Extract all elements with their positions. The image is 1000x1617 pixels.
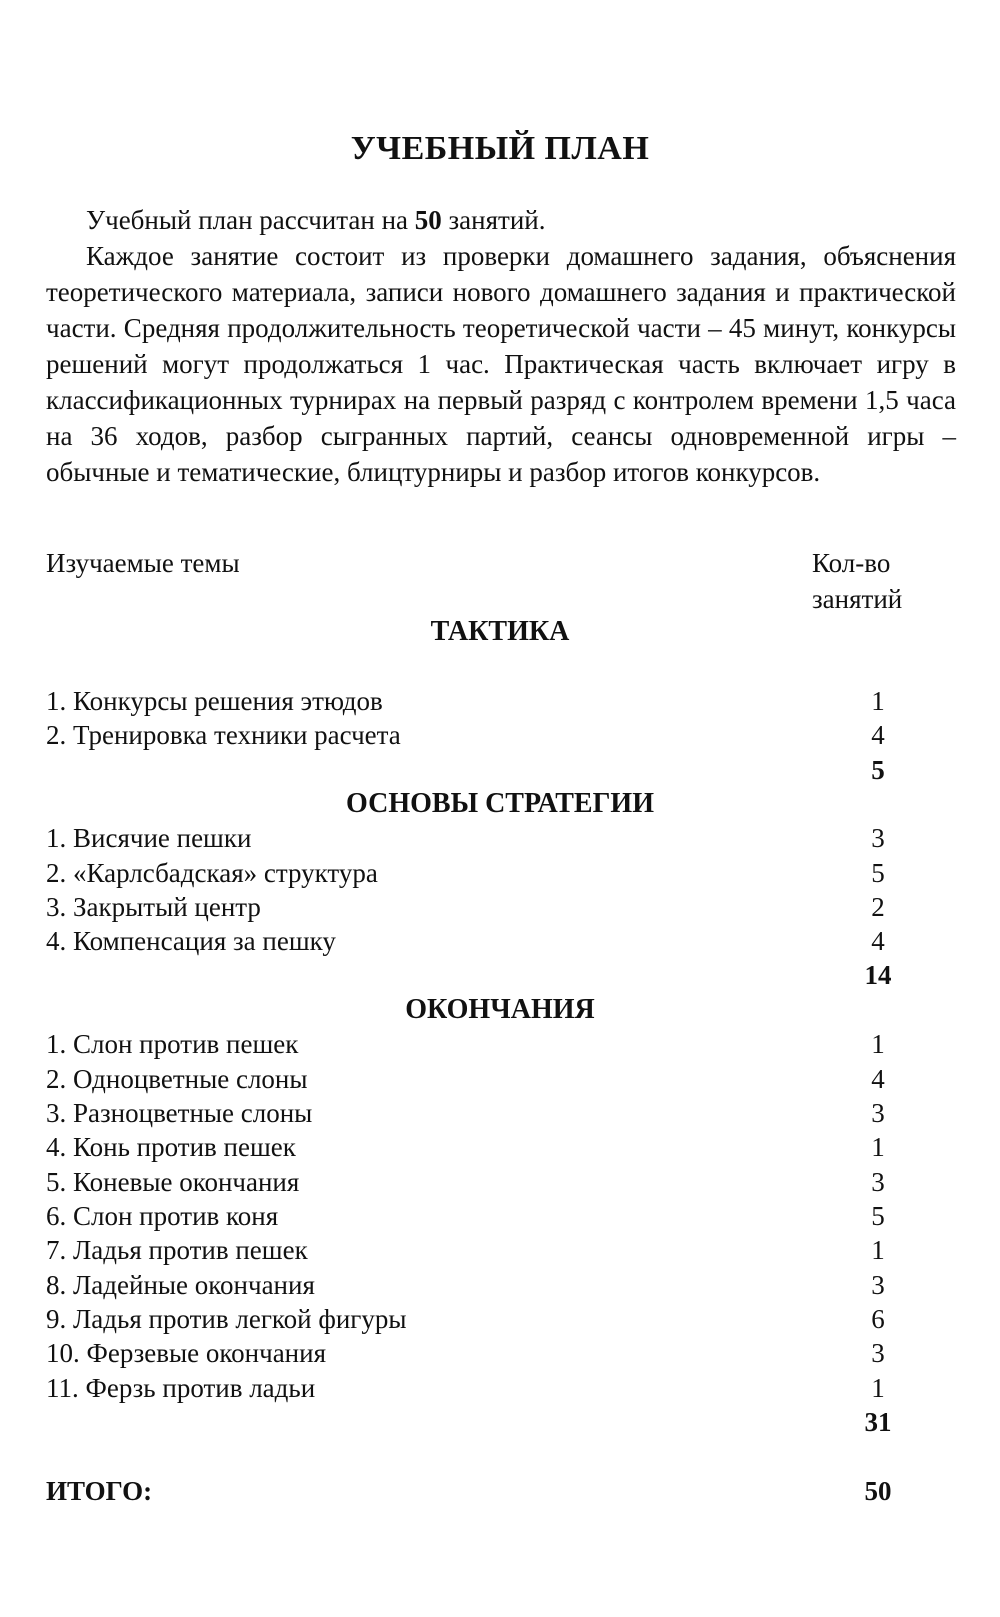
list-item-count: 1 <box>871 1373 885 1403</box>
list-item-count: 1 <box>871 1235 885 1265</box>
list-item-count: 6 <box>871 1304 885 1334</box>
list-item-count: 4 <box>871 720 885 750</box>
list-item-count: 5 <box>871 858 885 888</box>
subtotal-strategy: 14 <box>864 960 892 990</box>
subtotal-endings: 31 <box>864 1407 892 1437</box>
page-title: УЧЕБНЫЙ ПЛАН <box>350 130 650 167</box>
count-column-header: Кол-во занятий <box>812 548 903 614</box>
list-item-label: 7. Ладья против пешек <box>46 1235 308 1265</box>
list-item-count: 5 <box>871 1201 885 1231</box>
intro-paragraph-2: Каждое занятие состоит из проверки домашнего задания, объяснения теоретического материала, записи нового домашнего задания и практической части. Средняя продолжительность теоретической части – 45 минут, конкурсы решений могут продолжаться 1 час. Практическая часть включает игру в классификационных турнирах на первый разряд с контролем времени 1,5 часа на 36 ходов, разбор сыгранных партий, сеансы одновременной игры – обычные и тематические, блицтурниры и разбор итогов конкурсов. <box>46 241 956 487</box>
list-item-label: 6. Слон против коня <box>46 1201 279 1231</box>
list-item-label: 4. Конь против пешек <box>46 1132 296 1162</box>
list-item-count: 3 <box>871 1098 885 1128</box>
total-value: 50 <box>864 1476 892 1506</box>
list-item-label: 8. Ладейные окончания <box>46 1270 315 1300</box>
list-item-label: 10. Ферзевые окончания <box>46 1338 326 1368</box>
list-item-count: 3 <box>871 1270 885 1300</box>
list-item-label: 1. Конкурсы решения этюдов <box>46 686 383 716</box>
list-item-label: 5. Коневые окончания <box>46 1167 300 1197</box>
section-title-tactics: ТАКТИКА <box>430 616 570 647</box>
list-item-label: 3. Разноцветные слоны <box>46 1098 313 1128</box>
list-item-label: 1. Слон против пешек <box>46 1029 299 1059</box>
list-item-count: 1 <box>871 1132 885 1162</box>
subtotal-tactics: 5 <box>871 755 885 785</box>
list-item-count: 3 <box>871 1338 885 1368</box>
list-item-label: 11. Ферзь против ладьи <box>46 1373 316 1403</box>
list-item-label: 9. Ладья против легкой фигуры <box>46 1304 407 1334</box>
list-item-count: 4 <box>871 926 885 956</box>
list-item-label: 1. Висячие пешки <box>46 823 252 853</box>
lessons-total-bold: 50 <box>414 205 442 235</box>
section-title-endings: ОКОНЧАНИЯ <box>405 994 595 1025</box>
list-item-label: 2. Тренировка техники расчета <box>46 720 401 750</box>
list-item-label: 2. «Карлсбадская» структура <box>46 858 378 888</box>
total-label: ИТОГО: <box>46 1476 153 1506</box>
list-item-count: 1 <box>871 1029 885 1059</box>
list-item-count: 3 <box>871 823 885 853</box>
list-item-count: 1 <box>871 686 885 716</box>
section-title-strategy: ОСНОВЫ СТРАТЕГИИ <box>346 788 654 819</box>
list-item-label: 2. Одноцветные слоны <box>46 1064 308 1094</box>
list-item-label: 4. Компенсация за пешку <box>46 926 336 956</box>
list-item-count: 3 <box>871 1167 885 1197</box>
list-item-label: 3. Закрытый центр <box>46 892 261 922</box>
intro-text <box>46 202 956 490</box>
topics-column-header: Изучаемые темы <box>46 548 240 578</box>
intro-paragraph-1: Учебный план рассчитан на 50 занятий. <box>86 205 546 235</box>
list-item-count: 4 <box>871 1064 885 1094</box>
list-item-count: 2 <box>871 892 885 922</box>
